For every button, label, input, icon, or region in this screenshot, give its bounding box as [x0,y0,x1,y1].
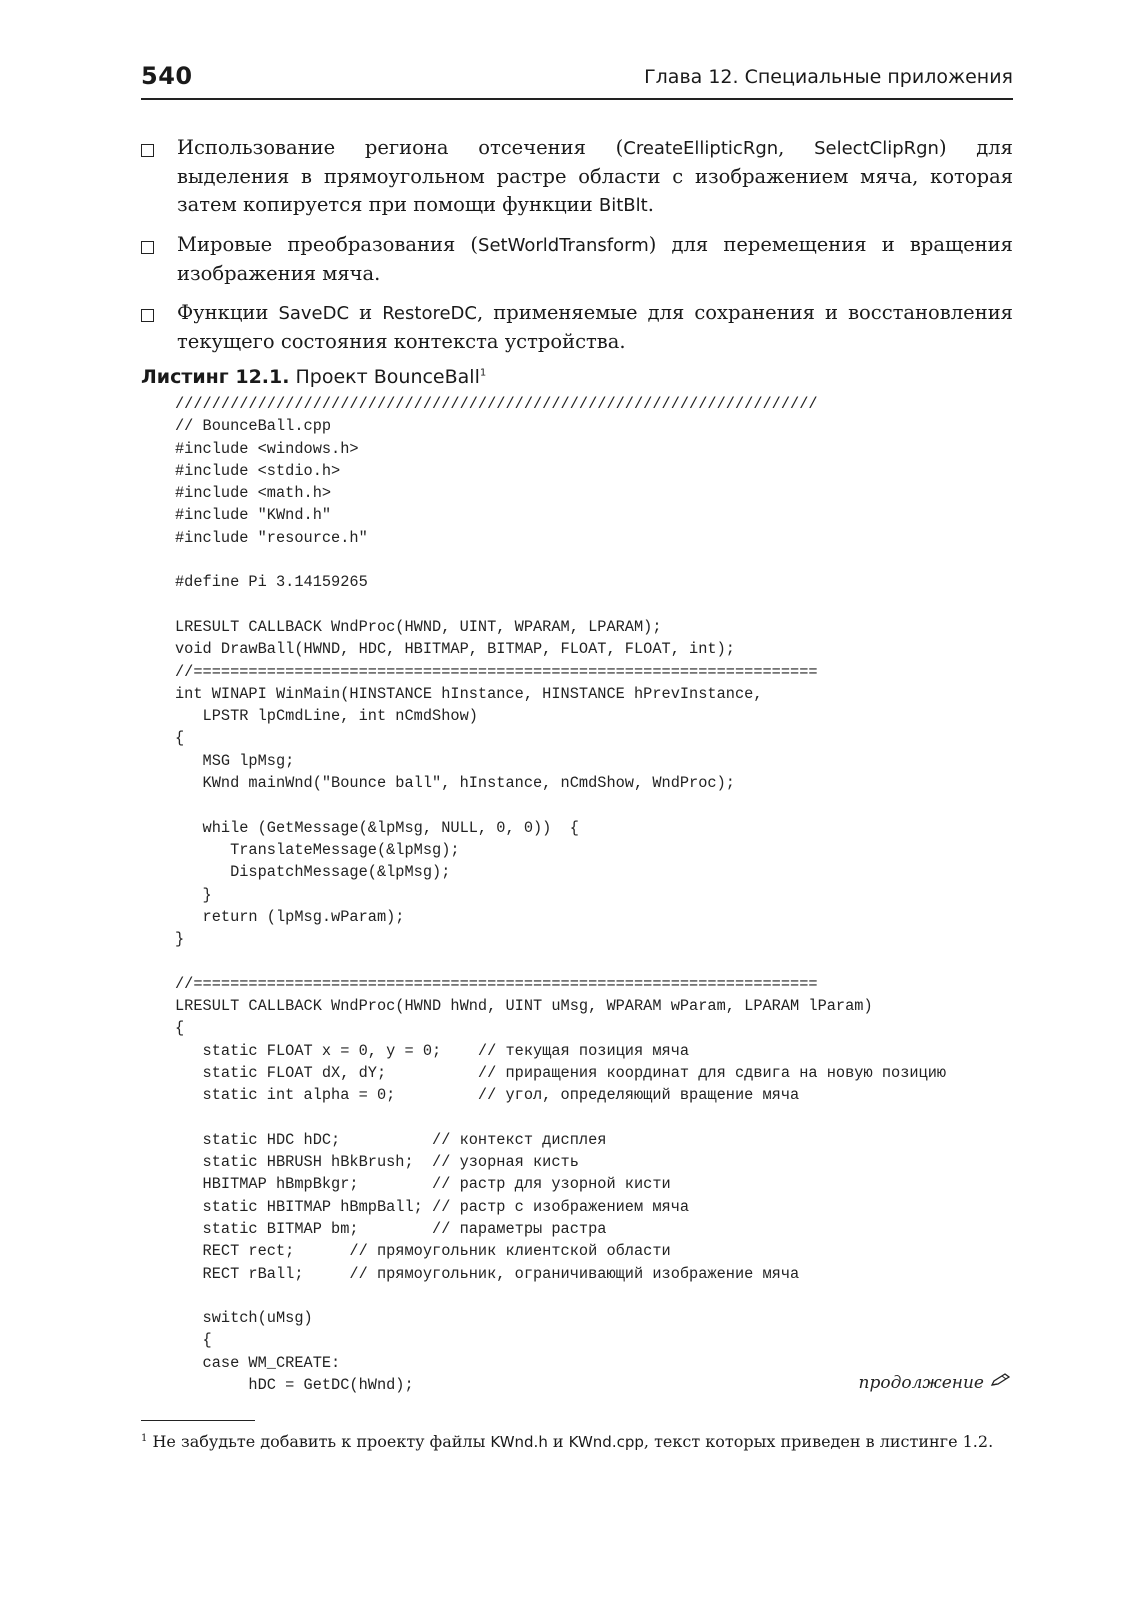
code-line: hDC = GetDC(hWnd); [175,1376,414,1395]
text-run: и [349,301,383,324]
code-line: static int alpha = 0; // угол, определяющий вращение мяча [202,1086,800,1105]
inline-code: RestoreDC [382,303,477,324]
code-line: { [175,1019,185,1038]
continued-marker [859,1372,1013,1393]
code-line: RECT rBall; // прямоугольник, ограничивающий изображение мяча [202,1264,800,1283]
listing-title [141,366,486,388]
code-line: int WINAPI WinMain(HINSTANCE hInstance, HINSTANCE hPrevInstance, [175,684,763,703]
footnote-rule [141,1420,255,1421]
bullet-list [141,134,1013,367]
code-line: ////////////////////////////////////////////////////////////////////// [175,395,818,413]
code-line: } [175,930,185,949]
text-run: , текст которых приведен в листинге 1.2. [643,1432,994,1452]
text-run: ) для выделения в прямоугольном растре области с изображением мяча, которая затем копируется при помощи функции [177,136,1013,216]
code-line: static HBITMAP hBmpBall; // растр с изображением мяча [202,1197,690,1216]
inline-code: SelectClipRgn [814,138,939,159]
code-line: KWnd mainWnd("Bounce ball", hInstance, nCmdShow, WndProc); [202,774,735,793]
text-run: . [647,193,654,216]
code-line: #include <math.h> [175,484,332,503]
footnote-ref: 1 [479,367,487,379]
code-line: static FLOAT x = 0, y = 0; // текущая позиция мяча [202,1041,690,1060]
text-run: , [778,136,815,159]
listing-label: Листинг 12.1. [141,366,290,388]
code-listing [175,393,946,1396]
checkbox-bullet-icon [141,309,154,322]
page-number: 540 [141,62,193,90]
listing-name: Проект BounceBall [295,366,480,388]
code-line: } [202,885,212,904]
checkbox-bullet-icon [141,241,154,254]
code-line: case WM_CREATE: [202,1353,341,1372]
code-line: switch(uMsg) [202,1309,313,1328]
code-line: #include "KWnd.h" [175,506,332,525]
continued-label: продолжение [858,1372,984,1393]
code-line: DispatchMessage(&lpMsg); [230,863,451,882]
text-run: , применяемые для сохранения и восстановления текущего состояния контекста устройства. [177,301,1013,353]
code-line: #define Pi 3.14159265 [175,573,368,592]
inline-code: SaveDC [278,303,350,324]
code-line: static BITMAP bm; // параметры растра [202,1219,607,1238]
inline-code: BitBlt [598,195,648,216]
code-line: void DrawBall(HWND, HDC, HBITMAP, BITMAP, FLOAT, FLOAT, int); [175,640,735,659]
text-run: Функции [177,301,279,324]
footnote-marker: 1 [141,1433,148,1444]
code-line: static HDC hDC; // контекст дисплея [202,1130,607,1149]
footnote-text [147,1432,993,1451]
code-line: HBITMAP hBmpBkgr; // растр для узорной кисти [202,1175,671,1194]
code-line: #include <windows.h> [175,439,359,458]
code-line: MSG lpMsg; [202,751,295,770]
footnote [141,1428,1021,1453]
text-run: Мировые преобразования ( [177,233,479,256]
running-head: Глава 12. Специальные приложения [644,66,1013,88]
checkbox-bullet-icon [141,144,154,157]
page-header [141,58,1013,100]
code-line: //==================================================================== [175,974,818,993]
inline-code: SetWorldTransform [478,235,649,256]
text-run: Использование региона отсечения ( [177,136,624,159]
text-run: и [547,1432,569,1452]
code-line: static HBRUSH hBkBrush; // узорная кисть [202,1153,579,1172]
code-line: LRESULT CALLBACK WndProc(HWND hWnd, UINT uMsg, WPARAM wParam, LPARAM lParam) [175,997,873,1016]
code-line: while (GetMessage(&lpMsg, NULL, 0, 0)) { [202,818,579,837]
bullet-item [141,231,1013,288]
code-line: RECT rect; // прямоугольник клиентской области [202,1242,671,1261]
code-line: LRESULT CALLBACK WndProc(HWND, UINT, WPARAM, LPARAM); [175,617,662,636]
code-line: { [175,729,185,748]
code-line: TranslateMessage(&lpMsg); [230,840,460,859]
bullet-item [141,134,1013,220]
code-line: { [202,1331,212,1350]
code-line: return (lpMsg.wParam); [202,907,405,926]
inline-code: KWnd.cpp [568,1433,644,1452]
bullet-item [141,299,1013,356]
text-run: ) для перемещения и вращения изображения мяча. [177,233,1013,285]
code-line: #include <stdio.h> [175,461,341,480]
text-run: Не забудьте добавить к проекту файлы [147,1432,491,1452]
code-line: LPSTR lpCmdLine, int nCmdShow) [202,707,478,726]
code-line: #include "resource.h" [175,528,368,547]
pencil-icon [990,1372,1012,1393]
code-line: static FLOAT dX, dY; // приращения координат для сдвига на новую позицию [202,1063,947,1082]
inline-code: CreateEllipticRgn [623,138,779,159]
inline-code: KWnd.h [490,1433,548,1452]
code-line: //==================================================================== [175,662,818,681]
code-line: // BounceBall.cpp [175,417,332,436]
